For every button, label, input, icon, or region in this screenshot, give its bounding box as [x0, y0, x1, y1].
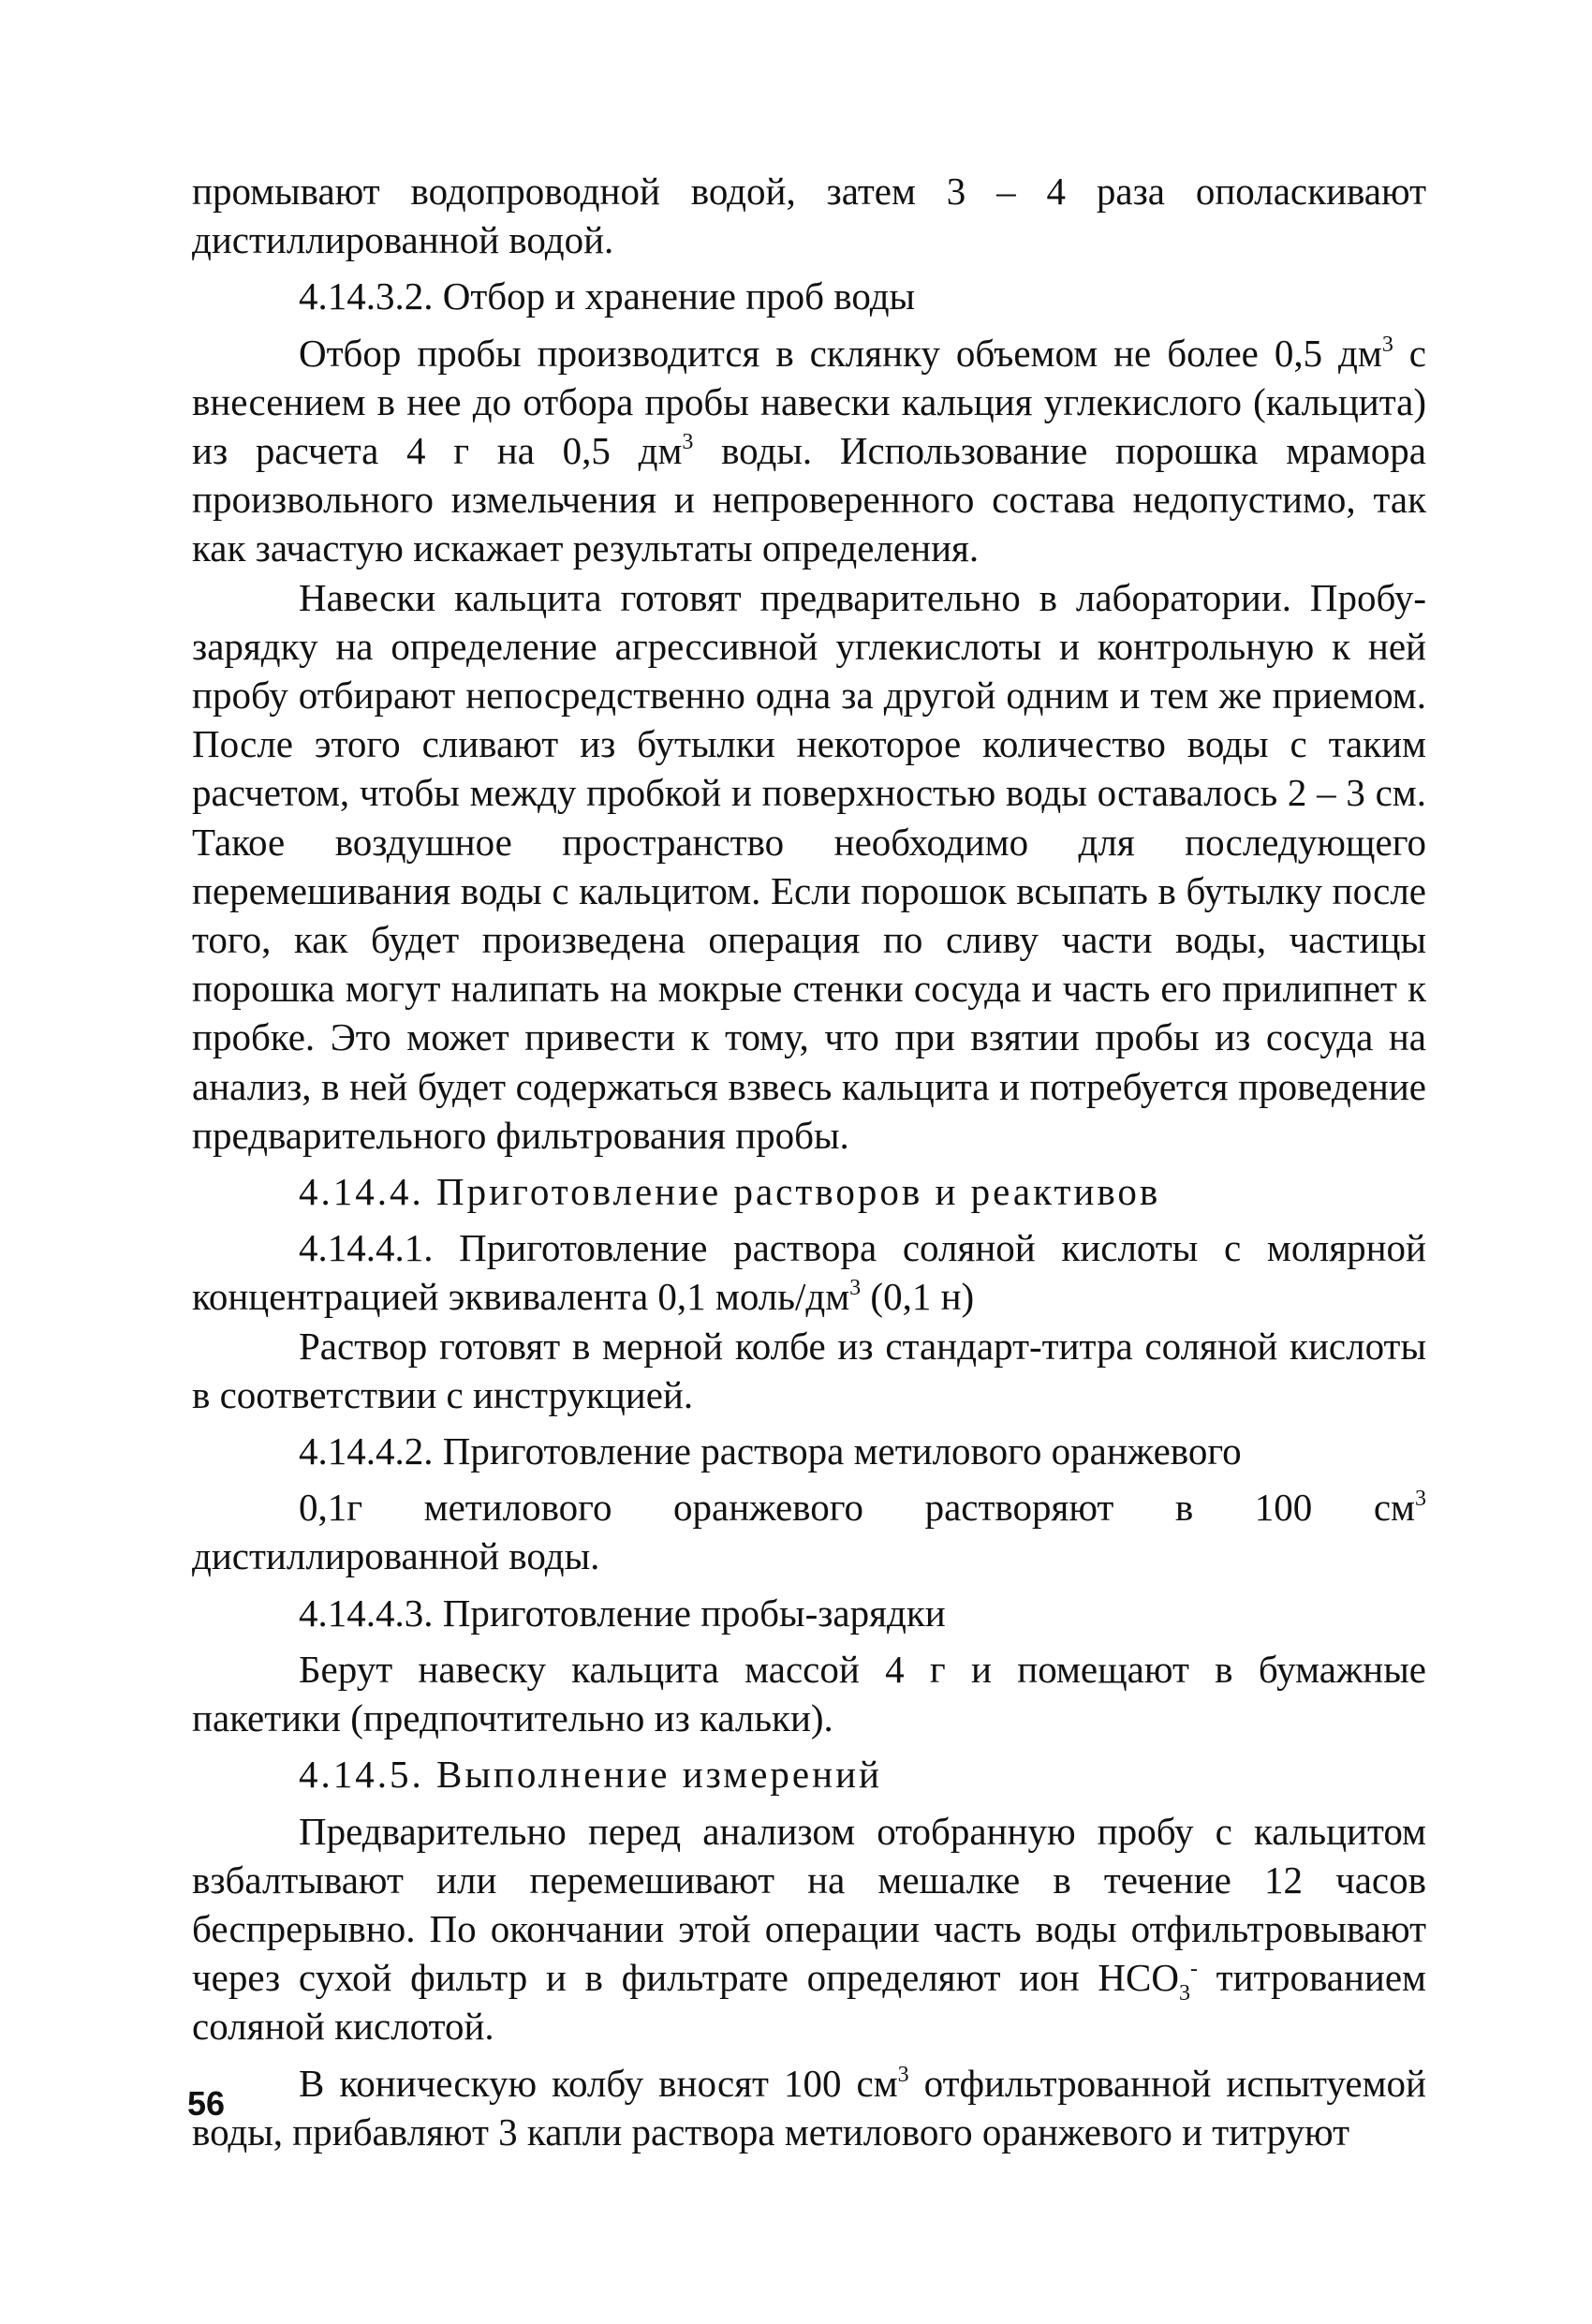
heading-sampling: [192, 272, 1426, 320]
page-number: 56: [187, 2084, 226, 2123]
superscript-3: 3: [1381, 332, 1393, 357]
paragraph-rinse-text: промывают водопроводной водой, затем 3 – 4 раза ополаскивают дистиллированной водой.: [192, 170, 1426, 262]
paragraph-hcl-text: Раствор готовят в мерной колбе из стандарт-титра соляной кислоты в соответствии с инструкцией.: [192, 1324, 1426, 1416]
heading-hcl-part-a: 4.14.4.1. Приготовление раствора соляной кислоты с молярной концентрацией эквивалента 0,1 моль/дм: [192, 1226, 1426, 1319]
paragraph-measurements-part-b: титрованием соляной кислотой.: [192, 1956, 1426, 2049]
paragraph-titration-part-b: отфильтрованной испытуемой воды, прибавляют 3 капли раствора метилового оранжевого и титруют: [192, 2061, 1426, 2154]
paragraph-calcite-text: Навески кальцита готовят предварительно в лаборатории. Пробу-зарядку на определение агрессивной углекислоты и контрольную к ней пробу отбирают непосредственно одна за другой одним и тем же приемом. После этого сливают из бутылки некоторое количество воды с таким расчетом, чтобы между пробкой и поверхностью воды оставалось 2 – 3 см. Такое воздушное пространство необходимо для последующего перемешивания воды с кальцитом. Если порошок всыпать в бутылку после того, как будет произведена операция по сливу части воды, частицы порошка могут налипать на мокрые стенки сосуда и часть его прилипнет к пробке. Это может привести к тому, что при взятии пробы из сосуда на анализ, в ней будет содержаться взвесь кальцита и потребуется проведение предварительного фильтрования пробы.: [192, 575, 1426, 1157]
superscript-minus: -: [1189, 1957, 1198, 1982]
subscript-3: 3: [1178, 1981, 1190, 2006]
heading-sampling-text: 4.14.3.2. Отбор и хранение проб воды: [299, 274, 916, 318]
paragraph-methyl-orange-part-b: дистиллированной воды.: [192, 1534, 600, 1578]
paragraph-sampling-part-b: с внесением в нее до отбора пробы навески кальция углекислого (кальцита) из расчета 4 г на 0,5 дм: [192, 331, 1426, 473]
heading-methyl-orange-text: 4.14.4.2. Приготовление раствора метилового оранжевого: [299, 1429, 1242, 1473]
superscript-3: 3: [682, 430, 694, 455]
heading-methyl-orange: [192, 1427, 1426, 1475]
body-text: [192, 167, 1426, 2156]
paragraph-hcl: [192, 1322, 1426, 1419]
paragraph-methyl-orange: [192, 1483, 1426, 1580]
paragraph-sampling: [192, 329, 1426, 573]
heading-charge-sample-text: 4.14.4.3. Приготовление пробы-зарядки: [299, 1591, 946, 1635]
heading-solutions: [192, 1167, 1426, 1216]
paragraph-sampling-part-c: воды. Использование порошка мрамора произвольного измельчения и непроверенного состава недопустимо, так как зачастую искажает результаты определения.: [192, 429, 1426, 570]
paragraph-titration: [192, 2059, 1426, 2156]
heading-solutions-text: 4.14.4. Приготовление растворов и реактивов: [299, 1170, 1161, 1214]
paragraph-charge-sample-text: Берут навеску кальцита массой 4 г и помещают в бумажные пакетики (предпочтительно из кальки).: [192, 1647, 1426, 1740]
paragraph-titration-part-a: В коническую колбу вносят 100 см: [299, 2061, 898, 2105]
heading-charge-sample: [192, 1589, 1426, 1637]
heading-hcl: [192, 1223, 1426, 1321]
paragraph-methyl-orange-part-a: 0,1г метилового оранжевого растворяют в 100 см: [299, 1486, 1415, 1530]
paragraph-measurements: [192, 1807, 1426, 2051]
superscript-3: 3: [1415, 1487, 1426, 1512]
paragraph-measurements-part-a: Предварительно перед анализом отобранную пробу с кальцитом взбалтывают или перемешивают на мешалке в течение 12 часов беспрерывно. По окончании этой операции часть воды отфильтровывают через сухой фильтр и в фильтрате определяют ион НСО: [192, 1809, 1426, 2000]
paragraph-calcite: [192, 573, 1426, 1160]
heading-measurements-text: 4.14.5. Выполнение измерений: [299, 1753, 882, 1797]
paragraph-charge-sample: [192, 1645, 1426, 1742]
paragraph-rinse: [192, 167, 1426, 264]
heading-measurements: [192, 1750, 1426, 1799]
paragraph-sampling-part-a: Отбор пробы производится в склянку объемом не более 0,5 дм: [299, 331, 1382, 375]
superscript-3: 3: [897, 2062, 909, 2087]
heading-hcl-part-b: (0,1 н): [861, 1275, 975, 1319]
superscript-3: 3: [849, 1276, 862, 1301]
